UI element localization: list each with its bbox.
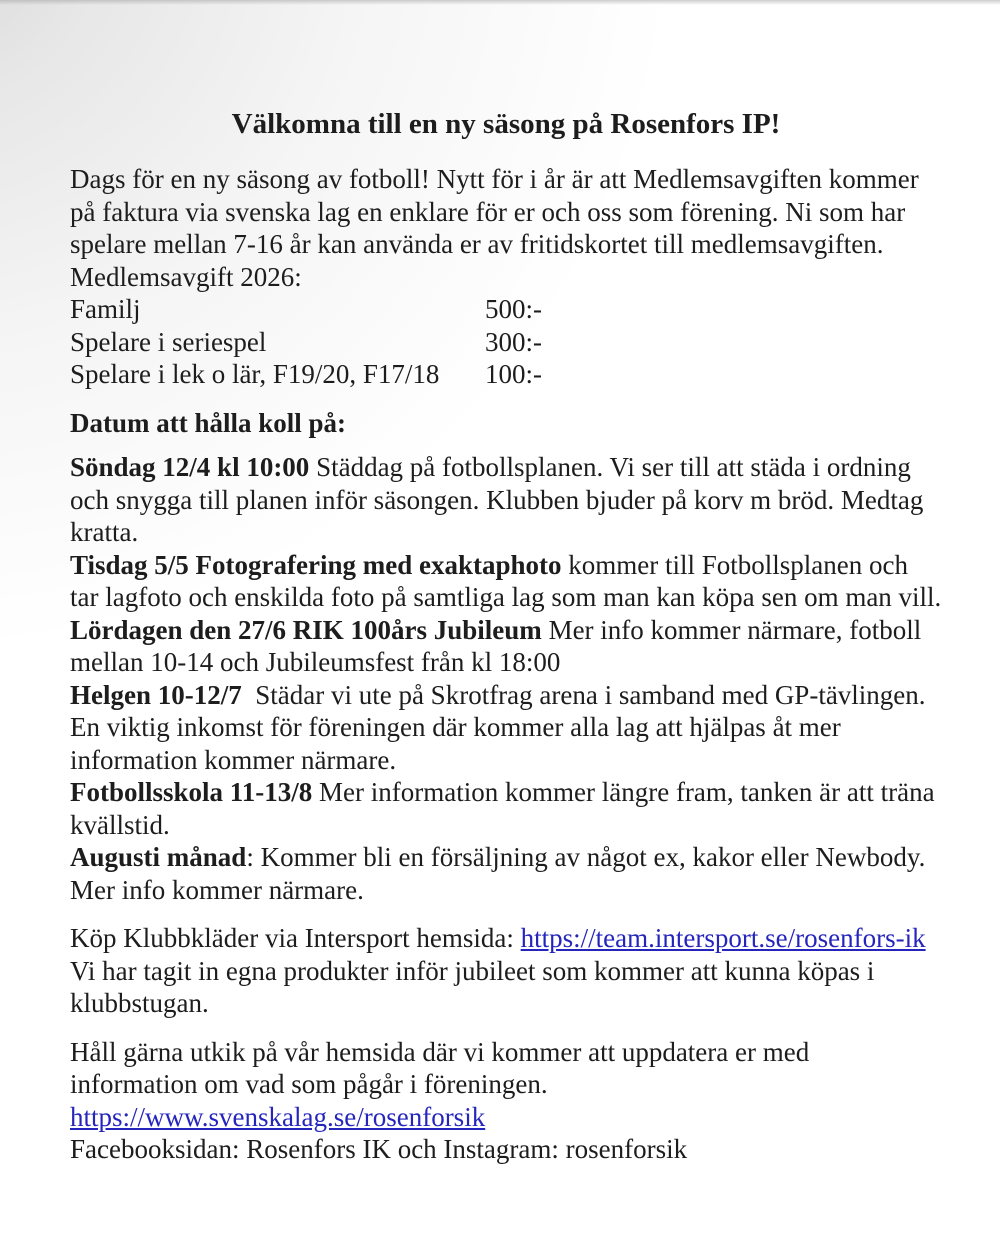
website-section	[70, 1036, 942, 1166]
event-text: Städdag på fotbollsplanen. Vi ser till att städa i ordning och snygga till planen inför säsongen. Klubben bjuder på korv m bröd. Medtag kratta.	[70, 452, 931, 547]
event-text: Städar vi ute på Skrotfrag arena i samband med GP-tävlingen. En viktig inkomst för föreningen där kommer alla lag att hjälpas åt mer information kommer närmare.	[70, 679, 933, 775]
club-clothes-line	[70, 922, 942, 955]
club-clothes-extra: Vi har tagit in egna produkter inför jubileet som kommer att kunna köpas i klubbstugan.	[70, 955, 875, 1018]
social-media-line: Facebooksidan: Rosenfors IK och Instagram: rosenforsik	[70, 1134, 688, 1164]
club-clothes-text: Köp Klubbkläder via Intersport hemsida:	[70, 923, 521, 953]
membership-fee-heading: Medlemsavgift 2026:	[70, 261, 302, 292]
event-item-football-school	[70, 776, 942, 841]
events-list	[70, 451, 942, 906]
event-date: Tisdag 5/5 Fotografering med exaktaphoto	[70, 549, 562, 580]
fee-amount: 100:-	[485, 359, 542, 389]
event-date: Lördagen den 27/6 RIK 100års Jubileum	[70, 614, 542, 645]
fee-row	[70, 326, 942, 359]
event-text: : Kommer bli en försäljning av något ex, kakor eller Newbody. Mer info kommer närmare.	[70, 842, 933, 905]
fee-label: Familj	[70, 294, 141, 324]
fee-label: Spelare i lek o lär, F19/20, F17/18	[70, 359, 440, 389]
event-date: Helgen 10-12/7	[70, 679, 242, 710]
svenskalag-link[interactable]: https://www.svenskalag.se/rosenforsik	[70, 1101, 486, 1132]
fee-label: Spelare i seriespel	[70, 326, 267, 357]
page-title: Välkomna till en ny säsong på Rosenfors IP!	[231, 108, 781, 140]
fee-amount: 500:-	[485, 294, 542, 324]
fee-amount: 300:-	[485, 326, 542, 357]
event-text: kommer till Fotbollsplanen och tar lagfoto och enskilda foto på samtliga lag som man kan köpa sen om man vill.	[70, 549, 942, 612]
club-clothes-section	[70, 922, 942, 1020]
website-line	[70, 1036, 942, 1134]
intersport-link[interactable]: https://team.intersport.se/rosenfors-ik	[520, 923, 926, 953]
event-date: Fotbollsskola 11-13/8	[70, 777, 313, 807]
event-text: Mer info kommer närmare, fotboll mellan 10-14 och Jubileumsfest från kl 18:00	[70, 614, 928, 677]
event-item-cleanup-day	[70, 451, 942, 549]
fee-row	[70, 293, 942, 326]
dates-heading: Datum att hålla koll på:	[70, 407, 347, 438]
website-text: Håll gärna utkik på vår hemsida där vi kommer att uppdatera er med information om vad som pågår i föreningen.	[70, 1036, 810, 1099]
event-item-photo-day	[70, 549, 942, 614]
event-item-arena-cleanup	[70, 679, 942, 777]
intro-paragraph: Dags för en ny säsong av fotboll! Nytt för i år är att Medlemsavgiften kommer på faktura via svenska lag en enklare för er och oss som förening. Ni som har spelare mellan 7-16 år kan använda er av fritidskortet till medlemsavgiften.	[70, 164, 919, 259]
event-text: Mer information kommer längre fram, tanken är att träna kvällstid.	[70, 777, 942, 840]
newsletter-page	[0, 106, 1000, 1166]
event-date: Augusti månad	[70, 842, 247, 872]
event-item-jubilee	[70, 614, 942, 679]
event-date: Söndag 12/4 kl 10:00	[70, 452, 310, 482]
fee-row	[70, 358, 942, 391]
event-item-august-sale	[70, 841, 942, 906]
